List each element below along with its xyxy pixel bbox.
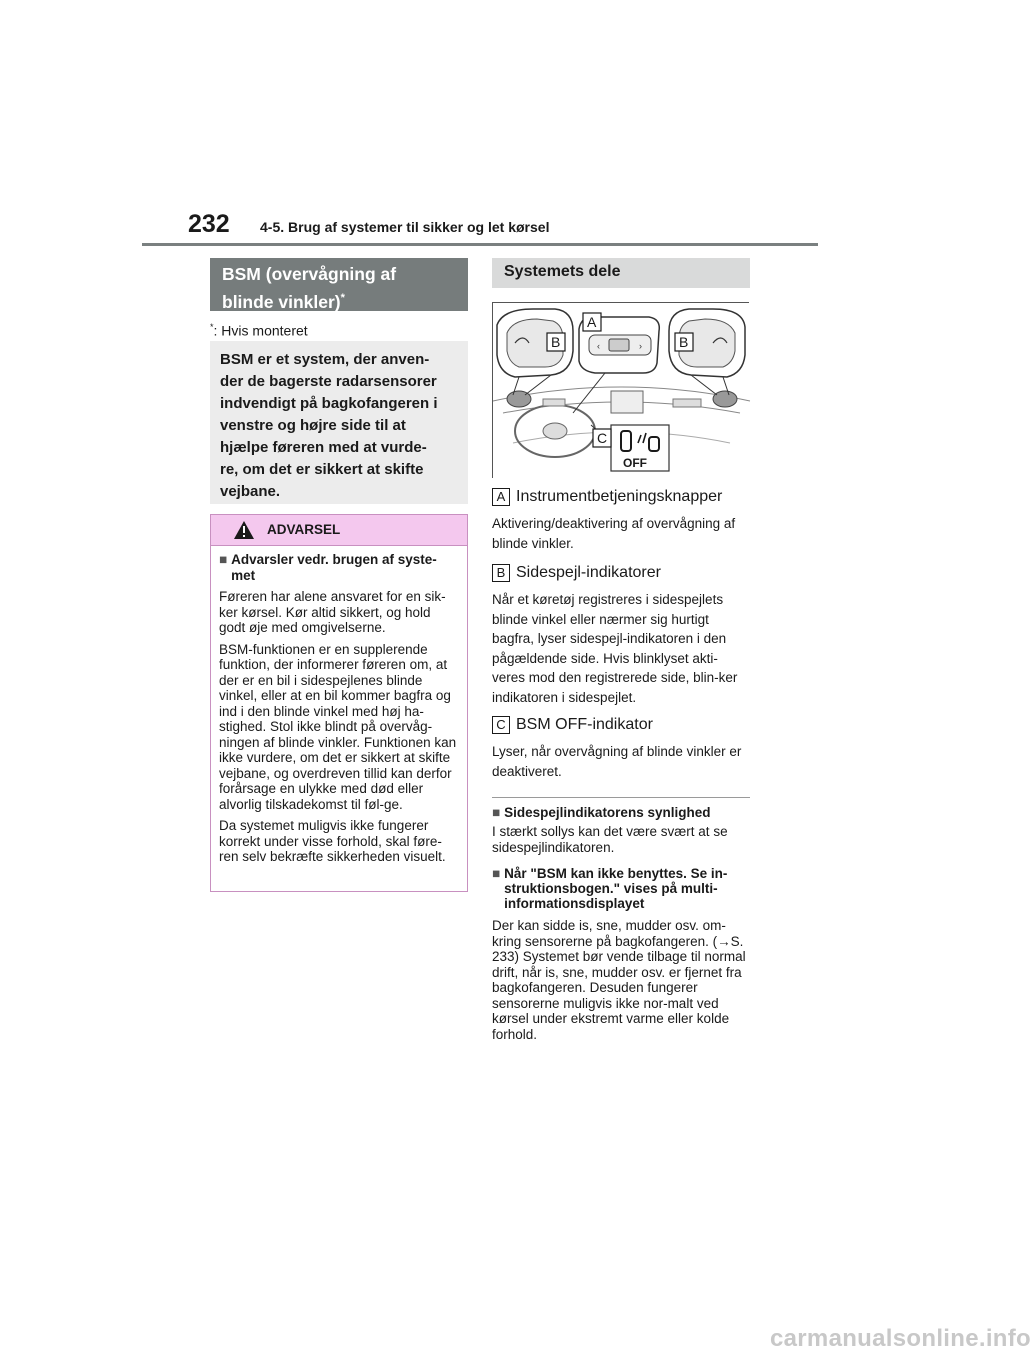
summary-line: hjælpe føreren med at vurde-	[220, 439, 427, 456]
warning-paragraph: Føreren har alene ansvaret for en sik-ker kørsel. Kør altid sikkert, og hold godt øje med omgivelserne.	[219, 589, 446, 635]
section-title-system-parts: Systemets dele	[492, 258, 750, 288]
warning-triangle-icon	[233, 520, 255, 540]
callout-c-label: C	[597, 430, 608, 446]
warning-heading	[219, 552, 459, 583]
note-heading	[492, 866, 750, 911]
item-c-title	[492, 716, 653, 734]
warning-paragraph: BSM-funktionen er en supplerende funktion, der informerer føreren om, at der er en bil i sidespejlenes blinde vinkel, eller at en bil kommer bagfra og ind i den blinde vinkel med høj ha-stighed. Stol ikke blindt på overvåg-ningen af blinde vinkler. Funktionen kan ikke vurdere, om det er sikkert at skifte vejbane, og overdreven tillid kan derfor forårsage en ulykke med død eller alvorlig tilskadekomst til føl-ge.	[219, 641, 457, 812]
note-heading-text: Sidespejlindikatorens synlighed	[504, 805, 711, 820]
letter-badge-a: A	[492, 488, 510, 506]
item-b-title	[492, 564, 661, 582]
warning-header	[211, 515, 467, 546]
summary-line: BSM er et system, der anven-	[220, 351, 430, 368]
callout-a-label: A	[587, 314, 597, 330]
item-b-desc: Når et køretøj registreres i sidespejlets blinde vinkel eller nærmer sig hurtigt bagfra, lyser sidespejl-indikatoren i den pågældende side. Hvis blinklyset akti-veres mod den registrerede side, blin-ker indikatoren i sidespejlet.	[492, 592, 738, 705]
chapter-title: 4-5. Brug af systemer til sikker og let kørsel	[260, 219, 550, 235]
summary-box	[210, 341, 468, 504]
svg-text:›: ›	[639, 341, 642, 351]
dashboard-drawing	[493, 303, 750, 479]
note-heading	[492, 805, 750, 820]
warning-heading-text: Advarsler vedr. brugen af syste-met	[231, 552, 437, 583]
section-title-bsm	[210, 258, 468, 311]
notes-divider	[492, 797, 750, 798]
summary-line: re, om det er sikkert at skifte	[220, 461, 424, 478]
section-title-line1: BSM (overvågning af	[222, 264, 397, 284]
title-asterisk: *	[340, 292, 345, 304]
dashboard-illustration	[492, 302, 749, 478]
header-divider	[142, 243, 818, 246]
footnote-text: : Hvis monteret	[213, 322, 308, 339]
callout-b-left-label: B	[551, 334, 561, 350]
callout-b-right-label: B	[679, 334, 689, 350]
letter-badge-b: B	[492, 564, 510, 582]
off-indicator-text: OFF	[623, 456, 647, 470]
summary-line: venstre og højre side til at	[220, 417, 406, 434]
summary-line: indvendigt på bagkofangeren i	[220, 395, 438, 412]
footnote	[210, 322, 308, 339]
warning-label: ADVARSEL	[267, 522, 341, 537]
bullet-square-icon: ■	[492, 866, 501, 881]
section-title-line2-text: blinde vinkler)	[222, 291, 341, 312]
warning-box	[210, 514, 468, 892]
note-text: Der kan sidde is, sne, mudder osv. om-kring sensorerne på bagkofangeren. (→S. 233) Systemet bør vende tilbage til normal drift, når is, sne, mudder osv. er fjernet fra bagkofangeren. Desuden fungerer sensorerne muligvis ikke nor-malt ved kørsel under ekstremt varme eller kolde forhold.	[492, 918, 746, 1042]
page-number: 232	[188, 210, 230, 238]
bullet-square-icon: ■	[219, 552, 228, 567]
item-a-desc: Aktivering/deaktivering af overvågning af blinde vinkler.	[492, 516, 736, 551]
note-heading-text: Når "BSM kan ikke benyttes. Se in-struktionsbogen." vises på multi-informationsdisplayet	[504, 866, 728, 911]
item-b-title-text: Sidespejl-indikatorer	[516, 564, 661, 581]
letter-badge-c: C	[492, 716, 510, 734]
summary-line: vejbane.	[220, 483, 281, 500]
item-c-title-text: BSM OFF-indikator	[516, 716, 653, 733]
summary-line: der de bagerste radarsensorer	[220, 373, 437, 390]
note-text: I stærkt sollys kan det være svært at se sidespejlindikatoren.	[492, 824, 728, 855]
item-a-title	[492, 488, 722, 506]
warning-paragraph: Da systemet muligvis ikke fungerer korrekt under visse forhold, skal føre-ren selv bekræfte sikkerheden visuelt.	[219, 818, 446, 864]
warning-body	[211, 546, 467, 865]
section-title-line2	[222, 286, 456, 314]
footnote-marker: *	[210, 322, 214, 332]
item-a-title-text: Instrumentbetjeningsknapper	[516, 488, 723, 505]
watermark-logo: carmanualsonline.info	[770, 1325, 1031, 1352]
bullet-square-icon: ■	[492, 805, 501, 820]
item-c-desc: Lyser, når overvågning af blinde vinkler er deaktiveret.	[492, 744, 742, 779]
svg-text:‹: ‹	[597, 341, 600, 351]
